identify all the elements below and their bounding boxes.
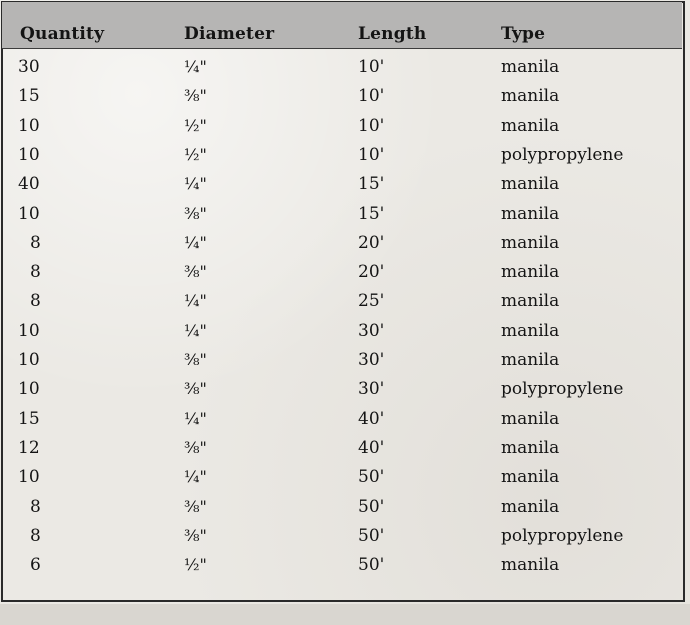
cell-quantity: 8 [30, 291, 41, 312]
cell-length: 40' [358, 437, 385, 458]
table-row [2, 345, 682, 374]
table-row [2, 81, 682, 110]
cell-diameter: ⅜" [184, 203, 207, 223]
cell-diameter: ½" [184, 115, 207, 135]
cell-length: 20' [358, 232, 385, 253]
cell-type: manila [501, 262, 560, 283]
cell-diameter: ⅜" [184, 437, 207, 457]
cell-quantity: 10 [18, 467, 40, 488]
cell-type: manila [501, 437, 560, 458]
cell-length: 50' [358, 555, 385, 576]
cell-diameter: ¼" [184, 57, 207, 76]
cell-length: 20' [358, 262, 385, 283]
cell-type: polypropylene [501, 525, 624, 546]
header-quantity: Quantity [20, 24, 105, 44]
table-header [2, 2, 682, 49]
cell-length: 15' [358, 203, 385, 224]
header-type: Type [501, 24, 546, 44]
cell-quantity: 10 [18, 144, 40, 165]
header-length: Length [358, 24, 427, 44]
cell-type: polypropylene [501, 379, 624, 400]
cell-length: 50' [358, 496, 385, 517]
table-row [2, 169, 682, 198]
cell-diameter: ¼" [184, 320, 207, 340]
cell-quantity: 8 [30, 525, 41, 546]
cell-quantity: 40 [18, 174, 40, 195]
table-row [2, 521, 682, 550]
cell-quantity: 15 [18, 408, 40, 429]
cell-diameter: ⅜" [184, 262, 207, 282]
cell-type: manila [501, 291, 560, 312]
cell-quantity: 10 [18, 115, 40, 136]
cell-length: 40' [358, 408, 385, 429]
cell-quantity: 15 [18, 86, 40, 107]
cell-type: manila [501, 174, 560, 195]
table-row [2, 140, 682, 169]
cell-type: manila [501, 496, 560, 517]
table-row [2, 404, 682, 433]
cell-length: 10' [358, 115, 385, 136]
cell-quantity: 8 [30, 232, 41, 253]
cell-quantity: 10 [18, 320, 40, 341]
cell-length: 25' [358, 291, 385, 312]
page-footer-strip [0, 604, 690, 625]
cell-quantity: 10 [18, 379, 40, 400]
cell-length: 10' [358, 144, 385, 165]
cell-length: 10' [358, 57, 385, 77]
cell-diameter: ½" [184, 555, 207, 575]
cell-diameter: ⅜" [184, 525, 207, 545]
cell-quantity: 8 [30, 262, 41, 283]
cell-quantity: 10 [18, 350, 40, 370]
cell-type: manila [501, 115, 560, 136]
table-row [2, 550, 682, 579]
cell-type: polypropylene [501, 144, 624, 165]
cell-quantity: 10 [18, 203, 40, 224]
table-row [2, 257, 682, 286]
cell-length: 10' [358, 86, 385, 107]
cell-diameter: ⅜" [184, 350, 207, 369]
cell-type: manila [501, 232, 560, 253]
cell-diameter: ⅜" [184, 86, 207, 106]
table-row [2, 462, 682, 491]
cell-type: manila [501, 555, 560, 576]
cell-quantity: 8 [30, 496, 41, 517]
table-row [2, 433, 682, 462]
table-row [2, 111, 682, 140]
cell-diameter: ¼" [184, 408, 207, 428]
cell-quantity: 6 [30, 555, 41, 576]
cell-diameter: ⅜" [184, 496, 207, 516]
cell-type: manila [501, 203, 560, 224]
cell-length: 30' [358, 350, 385, 370]
cell-length: 50' [358, 467, 385, 488]
table-row [2, 286, 682, 315]
cell-length: 50' [358, 525, 385, 546]
table-row [2, 316, 682, 345]
cell-type: manila [501, 86, 560, 107]
cell-diameter: ½" [184, 144, 207, 164]
cell-quantity: 12 [18, 437, 40, 458]
cell-type: manila [501, 320, 560, 341]
table-row [2, 52, 682, 81]
cell-type: manila [501, 467, 560, 488]
cell-diameter: ⅜" [184, 379, 207, 399]
cell-diameter: ¼" [184, 232, 207, 252]
header-diameter: Diameter [184, 24, 275, 44]
cell-length: 15' [358, 174, 385, 195]
cell-diameter: ¼" [184, 291, 207, 311]
cell-diameter: ¼" [184, 174, 207, 194]
cell-type: manila [501, 350, 560, 370]
cell-length: 30' [358, 379, 385, 400]
cell-diameter: ¼" [184, 467, 207, 487]
table-row [2, 228, 682, 257]
cell-type: manila [501, 408, 560, 429]
table-row [2, 374, 682, 403]
cell-type: manila [501, 57, 560, 77]
table-row [2, 199, 682, 228]
cell-quantity: 30 [18, 57, 40, 77]
table-row [2, 492, 682, 521]
cell-length: 30' [358, 320, 385, 341]
